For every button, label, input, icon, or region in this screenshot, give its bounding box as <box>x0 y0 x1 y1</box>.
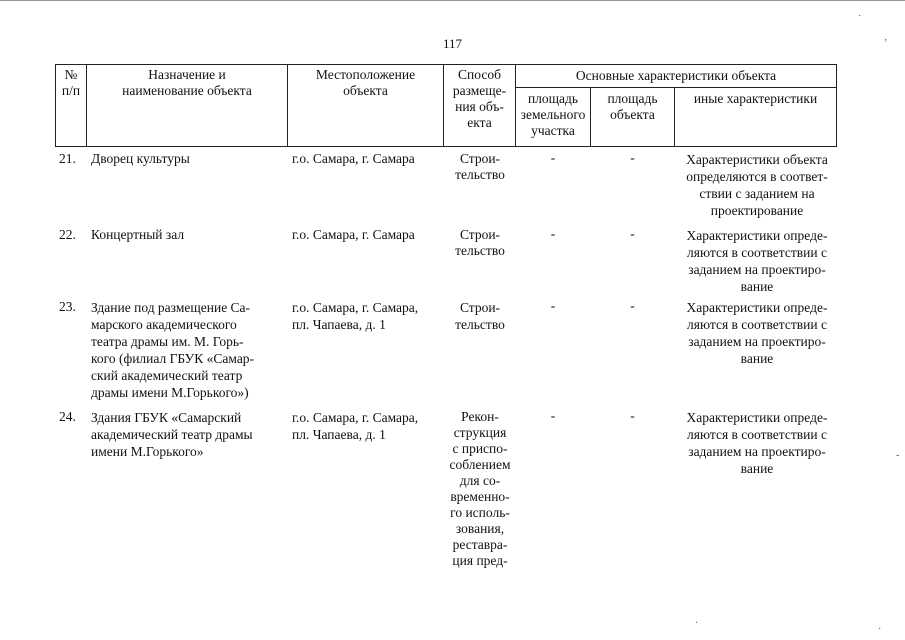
row-object-area: - <box>630 298 635 313</box>
page-top-edge <box>0 0 905 1</box>
row-name: Концертный зал <box>91 227 185 242</box>
row-object-area: - <box>630 150 635 165</box>
page-number: 117 <box>442 36 463 51</box>
row-location: г.о. Самара, г. Самара, пл. Чапаева, д. 1 <box>292 410 419 442</box>
row-method: Рекон- струкция с приспо- соблением для со- временно- го исполь- зования, реставра- ция пред- <box>449 409 511 568</box>
row-location: г.о. Самара, г. Самара <box>292 151 415 166</box>
row-land-area: - <box>550 150 556 165</box>
table-right-border <box>836 64 837 146</box>
row-location: г.о. Самара, г. Самара, пл. Чапаева, д. 1 <box>292 300 419 332</box>
row-name: Здания ГБУК «Самарский академический театр драмы имени М.Горького» <box>91 410 253 459</box>
table-top-border <box>55 64 837 65</box>
scan-speck: · <box>878 624 882 635</box>
scan-speck: ʼ <box>884 38 888 49</box>
header-object-area: площадь объекта <box>607 91 658 122</box>
header-main-characteristics: Основные характеристики объекта <box>575 68 777 83</box>
row-number: 21. <box>59 151 76 166</box>
row-other: Характеристики опреде- ляются в соответствии с заданием на проектиро- вание <box>686 300 828 366</box>
row-other: Характеристики объекта определяются в соответ- ствии с заданием на проектирование <box>686 152 828 218</box>
row-number: 24. <box>59 409 76 424</box>
subheader-divider <box>515 87 837 88</box>
header-name: Назначение и наименование объекта <box>122 67 252 98</box>
row-method: Строи- тельство <box>455 300 505 332</box>
row-method: Строи- тельство <box>455 227 505 258</box>
row-land-area: - <box>550 226 556 241</box>
row-object-area: - <box>630 408 635 423</box>
row-location: г.о. Самара, г. Самара <box>292 227 415 242</box>
row-land-area: - <box>550 298 556 313</box>
row-number: 22. <box>59 227 76 242</box>
header-other-characteristics: иные характеристики <box>693 91 818 106</box>
row-name: Здание под размещение Са- марского академического театра драмы им. М. Горь- кого (филиал ГБУК «Самар- ский академический театр драмы имени М.Горького») <box>91 300 255 400</box>
header-bottom-border <box>55 146 837 147</box>
row-number: 23. <box>59 299 76 314</box>
row-name: Дворец культуры <box>91 151 190 166</box>
header-location: Местоположение объекта <box>315 67 416 98</box>
scan-speck: - <box>896 450 900 461</box>
header-placement-method: Способ размеще- ния объ- екта <box>452 67 507 130</box>
row-object-area: - <box>630 226 635 241</box>
header-land-area: площадь земельного участка <box>520 91 586 138</box>
header-number: № п/п <box>61 67 81 98</box>
scan-speck: · <box>858 11 862 22</box>
row-other: Характеристики опреде- ляются в соответствии с заданием на проектиро- вание <box>686 410 828 476</box>
row-other: Характеристики опреде- ляются в соответствии с заданием на проектиро- вание <box>686 228 828 294</box>
scan-speck: · <box>695 618 699 629</box>
row-land-area: - <box>550 408 556 423</box>
row-method: Строи- тельство <box>455 151 505 182</box>
